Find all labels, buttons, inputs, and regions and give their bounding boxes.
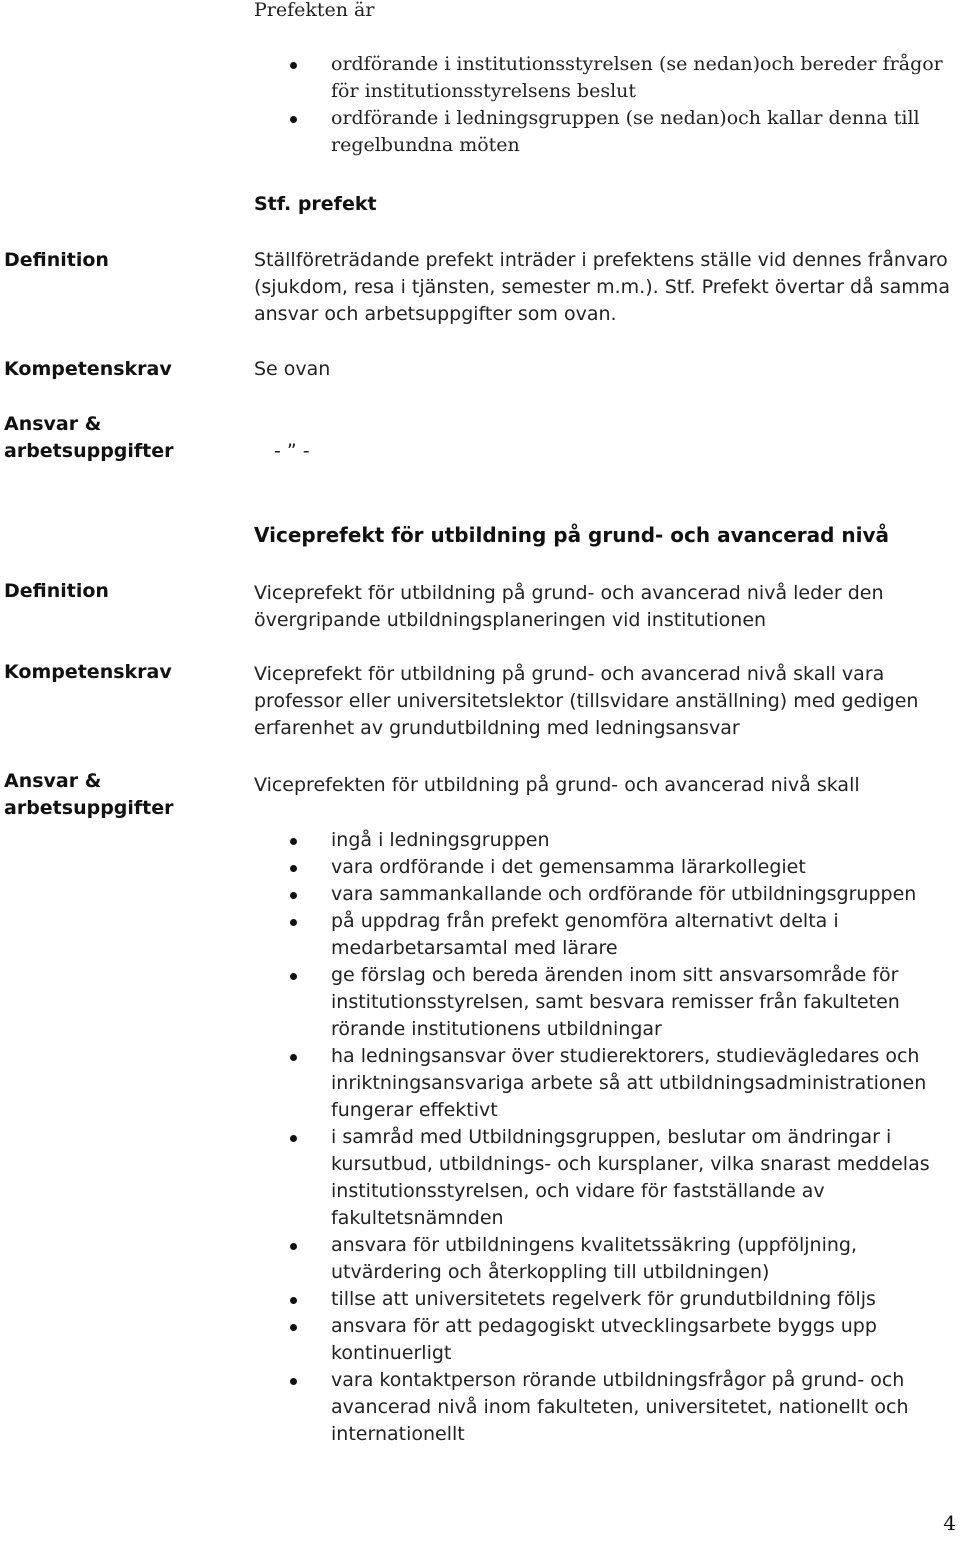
stf-kompetens-text: Se ovan	[254, 358, 331, 380]
list-item: på uppdrag från prefekt genomföra alternativt delta i medarbetarsamtal med lärare	[254, 908, 954, 962]
vice-bullet-list	[254, 827, 954, 1448]
list-item: tillse att universitetets regelverk för grundutbildning följs	[254, 1286, 954, 1313]
vice-title: Viceprefekt för utbildning på grund- och avancerad nivå	[254, 523, 890, 547]
vice-ansvar-intro: Viceprefekten för utbildning på grund- och avancerad nivå skall	[254, 774, 860, 796]
list-item: ansvara för utbildningens kvalitetssäkring (uppföljning, utvärdering och återkoppling till utbildningen)	[254, 1232, 954, 1286]
prefekten-bullet-list	[254, 51, 944, 159]
vice-definition-text: Viceprefekt för utbildning på grund- och avancerad nivå leder den övergripande utbildningsplaneringen vid institutionen	[254, 582, 884, 631]
bullet-icon	[290, 892, 297, 899]
list-item: vara sammankallande och ordförande för utbildningsgruppen	[254, 881, 954, 908]
stf-definition-text: Ställföreträdande prefekt inträder i prefektens ställe vid dennes frånvaro (sjukdom, resa i tjänsten, semester m.m.). Stf. Prefekt övertar då samma ansvar och arbetsuppgifter som ovan.	[254, 249, 950, 325]
stf-ansvar-label-2: arbetsuppgifter	[4, 440, 174, 462]
list-item: vara ordförande i det gemensamma lärarkollegiet	[254, 854, 954, 881]
stf-ansvar-label-1: Ansvar &	[4, 413, 102, 435]
bullet-icon	[290, 1297, 297, 1304]
list-item: ordförande i institutionsstyrelsen (se nedan)och bereder frågor för institutionsstyrelsens beslut	[254, 51, 944, 105]
bullet-icon	[290, 838, 297, 845]
list-item: ansvara för att pedagogiskt utvecklingsarbete byggs upp kontinuerligt	[254, 1313, 954, 1367]
vice-kompetens-text: Viceprefekt för utbildning på grund- och avancerad nivå skall vara professor eller universitetslektor (tillsvidare anställning) med gedigen erfarenhet av grundutbildning med ledningsansvar	[254, 663, 919, 739]
bullet-icon	[290, 1378, 297, 1385]
bullet-icon	[290, 1135, 297, 1142]
prefekten-heading: Prefekten är	[254, 0, 375, 21]
bullet-icon	[290, 62, 297, 69]
list-item: ha ledningsansvar över studierektorers, studievägledares och inriktningsansvariga arbete så att utbildningsadministrationen fungerar effektivt	[254, 1043, 954, 1124]
list-item: i samråd med Utbildningsgruppen, beslutar om ändringar i kursutbud, utbildnings- och kursplaner, vilka snarast meddelas institutionsstyrelsen, och vidare för fastställande av fakultetsnämnden	[254, 1124, 954, 1232]
bullet-icon	[290, 1243, 297, 1250]
list-item: ge förslag och bereda ärenden inom sitt ansvarsområde för institutionsstyrelsen, samt besvara remisser från fakulteten rörande institutionens utbildningar	[254, 962, 954, 1043]
page-number: 4	[943, 1511, 956, 1535]
bullet-icon	[290, 973, 297, 980]
bullet-icon	[290, 865, 297, 872]
stf-ansvar-text: - ” -	[274, 440, 310, 462]
bullet-icon	[290, 1324, 297, 1331]
vice-definition-label: Definition	[4, 580, 109, 602]
bullet-icon	[290, 919, 297, 926]
stf-prefekt-title: Stf. prefekt	[254, 193, 377, 215]
vice-ansvar-label-1: Ansvar &	[4, 770, 102, 792]
list-item: ordförande i ledningsgruppen (se nedan)och kallar denna till regelbundna möten	[254, 105, 944, 159]
list-item: vara kontaktperson rörande utbildningsfrågor på grund- och avancerad nivå inom fakulteten, universitetet, nationellt och internationellt	[254, 1367, 954, 1448]
list-item: ingå i ledningsgruppen	[254, 827, 954, 854]
stf-kompetens-label: Kompetenskrav	[4, 358, 172, 380]
vice-kompetens-label: Kompetenskrav	[4, 661, 172, 683]
stf-definition-label: Definition	[4, 249, 109, 271]
bullet-icon	[290, 116, 297, 123]
bullet-icon	[290, 1054, 297, 1061]
vice-ansvar-label-2: arbetsuppgifter	[4, 797, 174, 819]
